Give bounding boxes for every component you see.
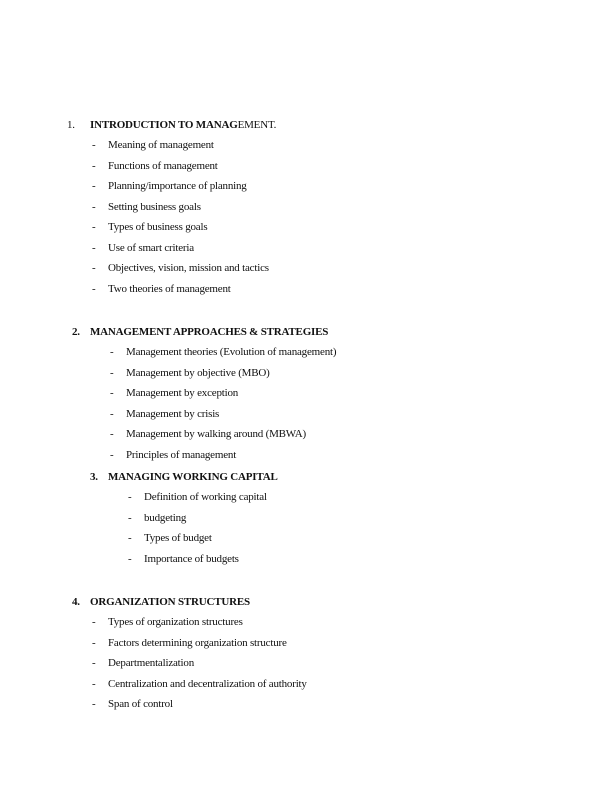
section-heading-row <box>0 595 612 615</box>
list-item <box>0 511 612 532</box>
list-item-text: Meaning of management <box>108 139 214 151</box>
bullet-dash: - <box>92 262 96 274</box>
section-heading: MANAGEMENT APPROACHES & STRATEGIES <box>90 326 329 338</box>
list-item <box>0 261 612 282</box>
list-item <box>0 656 612 677</box>
section-organization-structures <box>0 595 612 718</box>
section-number: 3. <box>90 471 98 483</box>
list-item <box>0 636 612 657</box>
list-item <box>0 179 612 200</box>
list-item-text: Two theories of management <box>108 282 231 295</box>
bullet-dash: - <box>92 221 96 233</box>
bullet-dash: - <box>110 346 114 358</box>
section-number: 4. <box>72 596 80 608</box>
list-item <box>0 282 612 303</box>
bullet-dash: - <box>92 636 96 649</box>
list-item <box>0 241 612 262</box>
bullet-dash: - <box>92 657 96 669</box>
bullet-dash: - <box>92 241 96 254</box>
section-heading-regular-part: EMENT. <box>237 119 277 131</box>
bullet-dash: - <box>128 491 132 503</box>
list-item-text: Management by walking around (MBWA) <box>126 428 306 440</box>
bullet-dash: - <box>128 552 132 565</box>
list-item <box>0 448 612 469</box>
list-item-text: Importance of budgets <box>144 552 239 565</box>
list-item <box>0 552 612 573</box>
bullet-dash: - <box>128 532 132 544</box>
bullet-dash: - <box>92 698 96 710</box>
section-management-approaches <box>0 325 612 468</box>
section-heading <box>90 118 276 132</box>
list-item-text: Types of budget <box>144 532 212 544</box>
bullet-dash: - <box>110 387 114 399</box>
list-item <box>0 345 612 366</box>
bullet-dash: - <box>92 616 96 628</box>
list-item-text: Factors determining organization structure <box>108 636 287 649</box>
list-item-text: Objectives, vision, mission and tactics <box>108 262 269 274</box>
list-item-text: Management by exception <box>126 387 239 399</box>
bullet-dash: - <box>110 448 114 461</box>
list-item <box>0 159 612 180</box>
list-item-text: Departmentalization <box>108 657 194 669</box>
list-item-text: Use of smart criteria <box>108 241 194 254</box>
bullet-dash: - <box>92 677 96 690</box>
list-item <box>0 200 612 221</box>
bullet-dash: - <box>110 407 114 420</box>
bullet-dash: - <box>128 511 132 524</box>
bullet-dash: - <box>92 159 96 172</box>
bullet-dash: - <box>110 428 114 440</box>
list-item <box>0 615 612 636</box>
list-item <box>0 531 612 552</box>
section-heading-row <box>0 325 612 345</box>
list-item-text: Types of organization structures <box>108 616 243 628</box>
list-item-text: Functions of management <box>108 159 218 172</box>
section-heading-row <box>0 470 612 490</box>
bullet-dash: - <box>92 139 96 151</box>
section-heading-bold-part: INTRODUCTION TO MANAG <box>90 119 238 131</box>
list-item <box>0 427 612 448</box>
list-item <box>0 386 612 407</box>
list-item <box>0 490 612 511</box>
list-item <box>0 697 612 718</box>
section-heading: MANAGING WORKING CAPITAL <box>108 471 278 483</box>
list-item-text: Principles of management <box>126 448 237 461</box>
bullet-dash: - <box>92 282 96 295</box>
list-item-text: Planning/importance of planning <box>108 180 247 192</box>
list-item-text: Span of control <box>108 698 173 710</box>
section-heading-row <box>0 118 612 138</box>
list-item-text: Definition of working capital <box>144 491 267 503</box>
section-heading: ORGANIZATION STRUCTURES <box>90 596 250 608</box>
list-item <box>0 407 612 428</box>
bullet-dash: - <box>92 180 96 192</box>
list-item-text: budgeting <box>144 511 187 524</box>
list-item-text: Management by crisis <box>126 407 220 420</box>
list-item-text: Setting business goals <box>108 200 201 213</box>
bullet-dash: - <box>110 366 114 379</box>
list-item-text: Management by objective (MBO) <box>126 366 270 379</box>
list-item <box>0 677 612 698</box>
section-managing-working-capital <box>0 470 612 572</box>
list-item <box>0 366 612 387</box>
section-number: 1. <box>67 119 75 131</box>
list-item-text: Types of business goals <box>108 221 208 233</box>
list-item <box>0 138 612 159</box>
list-item-text: Management theories (Evolution of management) <box>126 346 337 358</box>
bullet-dash: - <box>92 200 96 213</box>
list-item <box>0 220 612 241</box>
section-number: 2. <box>72 326 80 338</box>
list-item-text: Centralization and decentralization of authority <box>108 677 307 690</box>
section-introduction-to-management <box>0 118 612 302</box>
